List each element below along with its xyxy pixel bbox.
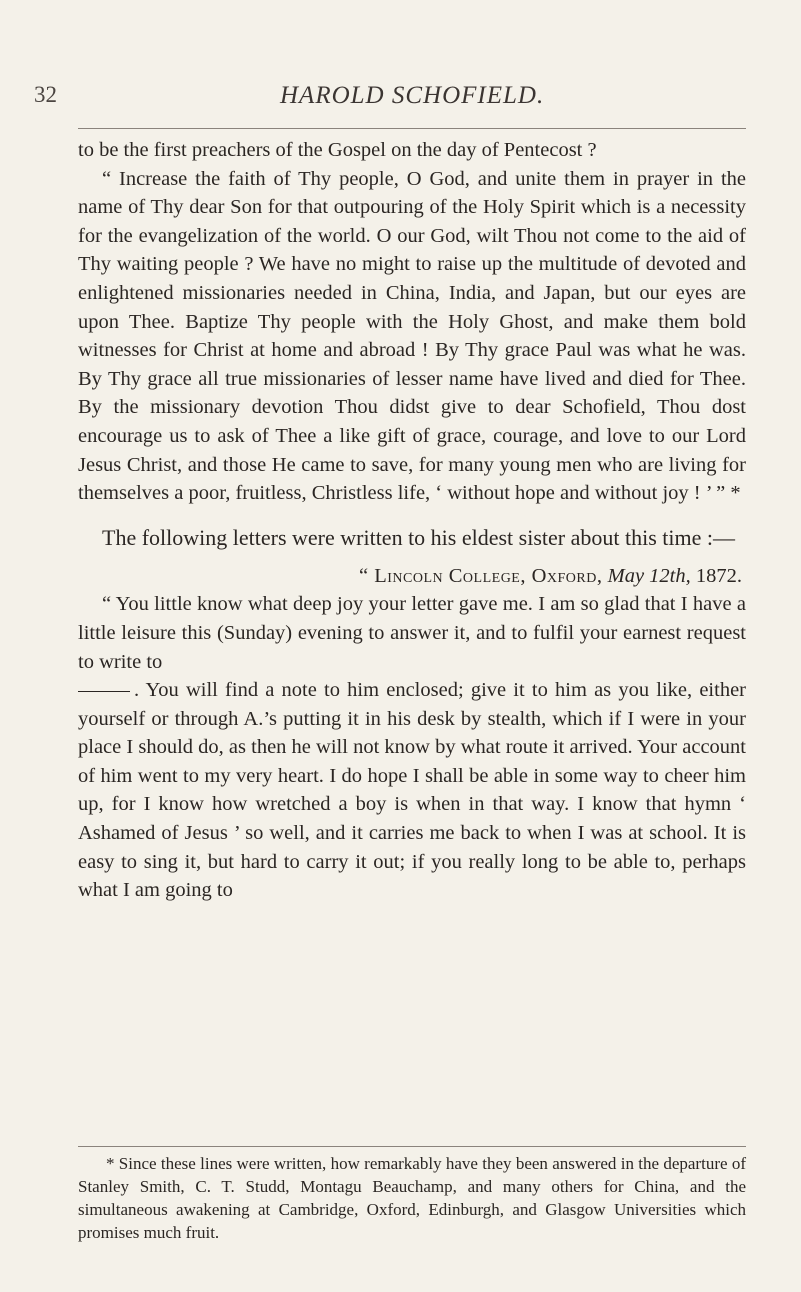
name-dash xyxy=(78,691,130,692)
letter-text-start: “ You little know what deep joy your letter gave me. I am so glad that I have a little leisure this (Sunday) evening to answer it, and to fulfil your earnest request to write to xyxy=(78,593,746,673)
page-number: 32 xyxy=(34,82,57,107)
letters-intro: The following letters were written to his eldest sister about this time :— xyxy=(102,524,735,550)
header-rule xyxy=(78,128,746,129)
paragraph-continuation: to be the first preachers of the Gospel on the day of Pentecost ? xyxy=(78,139,597,161)
dateline-date: May 12th, xyxy=(607,564,691,587)
dateline-year: 1872. xyxy=(695,564,742,587)
running-title: HAROLD SCHOFIELD. xyxy=(280,82,545,109)
letter-text-continued: . You will find a note to him enclosed; give it to him as you like, either yourself or through A.’s putting it in his desk by stealth, which if I were in your place I should do, as then he will not know by what route it arrived. Your account of him went to my very heart. I do hope I shall be able in some way to cheer him up, for I know how wretched a boy is when in that way. I know that hymn ‘ Ashamed of Jesus ’ so well, and it carries me back to when I was at school. It is easy to sing it, but hard to carry it out; if you really long to be able to, perhaps what I am going to xyxy=(78,679,746,902)
footnote: * Since these lines were written, how remarkably have they been answered in the departure of Stanley Smith, C. T. Studd, Montagu Beauchamp, and many others for China, and the simultaneous awakening at Cambridge, Oxford, Edinburgh, and Glasgow Universities which promises much fruit. xyxy=(78,1154,746,1242)
letter-paragraph xyxy=(78,590,746,905)
page-header xyxy=(0,82,801,118)
dateline-place: “ Lincoln College, Oxford, xyxy=(359,564,603,587)
main-text xyxy=(78,136,746,905)
footnote-rule xyxy=(78,1146,746,1147)
letter-dateline xyxy=(78,562,746,591)
prayer-paragraph: “ Increase the faith of Thy people, O God, and unite them in prayer in the name of Thy dear Son for that outpouring of the Holy Spirit which is a necessity for the evangelization of the world. O our God, wilt Thou not come to the aid of Thy waiting people ? We have no might to raise up the multitude of devoted and enlightened missionaries needed in China, India, and Japan, but our eyes are upon Thee. Baptize Thy people with the Holy Ghost, and make them bold witnesses for Christ at home and abroad ! By Thy grace Paul was what he was. By Thy grace all true missionaries of lesser name have lived and died for Thee. By the missionary devotion Thou didst give to dear Schofield, Thou dost encourage us to ask of Thee a like gift of grace, courage, and love to our Lord Jesus Christ, and those He came to save, for many young men who are living for themselves a poor, fruitless, Christless life, ‘ without hope and without joy ! ’ ” * xyxy=(78,167,746,505)
